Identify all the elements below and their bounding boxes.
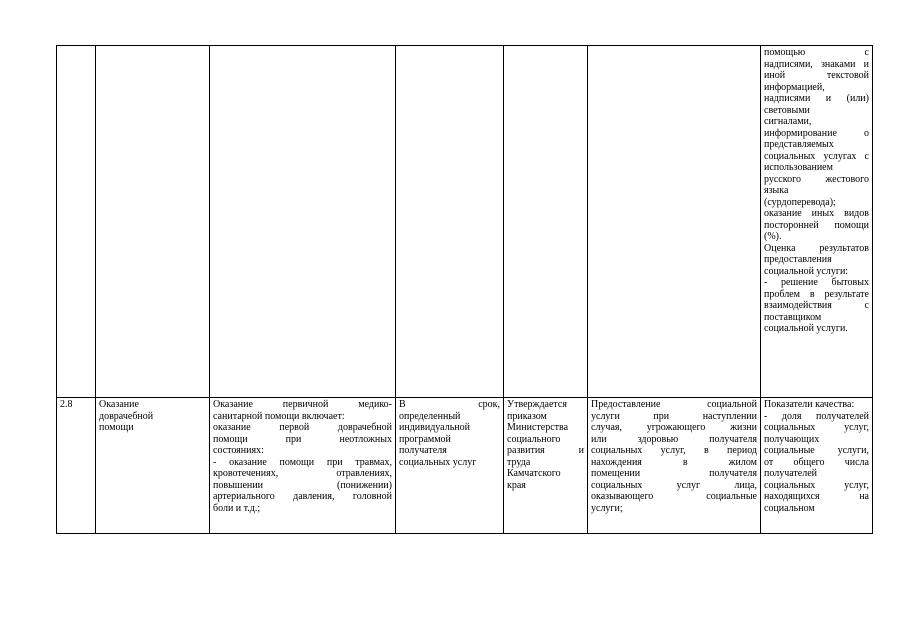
cell-text-line: услуги при наступлении: [591, 410, 757, 422]
cell-text-line: программой: [399, 433, 451, 445]
cell-text-line: оказание первой доврачебной: [213, 422, 392, 433]
cell-text-line: (сурдоперевода);: [764, 196, 836, 208]
cell-approval: [504, 46, 588, 398]
cell-text-line: информирование о: [764, 127, 869, 139]
cell-text-line: получающих: [764, 433, 820, 445]
cell-text-line: получателей: [764, 468, 818, 479]
cell-text-line: социальных услуг,: [764, 422, 869, 433]
cell-text-line: Оказание: [99, 399, 139, 410]
cell-conditions: [588, 398, 761, 534]
cell-text-line: оказание иных видов: [764, 208, 869, 219]
cell-text-line: Оценка результатов: [764, 242, 869, 254]
cell-text-line: края: [507, 479, 526, 491]
cell-text-line: сигналами,: [764, 116, 812, 127]
cell-approval: [504, 398, 588, 534]
cell-text-line: или здоровью получателя: [591, 433, 757, 445]
cell-text-line: Показатели качества:: [764, 399, 855, 410]
cell-text-line: Оказание первичной медико-: [213, 399, 392, 410]
cell-text-line: световыми: [764, 104, 810, 116]
cell-text-line: от общего числа: [764, 456, 869, 468]
cell-text-line: надписями, знаками и: [764, 58, 869, 70]
cell-text-line: индивидуальной: [399, 422, 470, 433]
cell-text-line: - решение бытовых: [764, 277, 869, 288]
cell-text-line: доврачебной: [99, 410, 154, 422]
cell-text-line: предоставления: [764, 254, 832, 265]
cell-text-line: повышении (понижении): [213, 479, 392, 491]
cell-text-line: помещении получателя: [591, 468, 757, 479]
cell-text-line: представляемых: [764, 139, 834, 150]
cell-text-line: социального: [507, 433, 561, 445]
cell-text-line: социальной услуги:: [764, 265, 849, 277]
cell-text-line: санитарной помощи включает:: [213, 410, 345, 422]
cell-text-line: кровотечениях, отравлениях,: [213, 468, 392, 479]
cell-text-line: социальной услуги.: [764, 323, 848, 334]
cell-service-name: [96, 398, 210, 534]
cell-number: [57, 398, 96, 534]
cell-text-line: оказывающего социальные: [591, 491, 757, 502]
table-row-2-8: [57, 398, 873, 534]
cell-quality-indicators: [761, 46, 873, 398]
cell-text-line: - доля получателей: [764, 410, 869, 422]
cell-text-line: находящихся на: [764, 491, 869, 502]
cell-text-line: состояниях:: [213, 445, 264, 456]
cell-service-term: [396, 398, 504, 534]
social-services-table: [56, 45, 873, 534]
table-row-continuation: [57, 46, 873, 398]
cell-text-line: взаимодействия с: [764, 300, 869, 311]
cell-text-line: посторонней помощи: [764, 219, 869, 231]
cell-conditions: [588, 46, 761, 398]
row-number: 2.8: [60, 399, 73, 410]
cell-text-line: труда: [507, 456, 531, 468]
cell-text-line: Камчатского: [507, 468, 561, 479]
cell-text-line: социальных услуг, в период: [591, 445, 757, 456]
cell-text-line: услуги;: [591, 502, 623, 514]
cell-text-line: боли и т.д.;: [213, 502, 261, 514]
cell-text-line: информацией,: [764, 81, 825, 93]
cell-text-line: нахождения в жилом: [591, 456, 757, 468]
cell-text-line: определенный: [399, 410, 461, 422]
cell-text-line: социальные услуги,: [764, 445, 869, 456]
cell-text-line: иной текстовой: [764, 70, 869, 81]
cell-text-line: проблем в результате: [764, 288, 869, 300]
cell-text-line: поставщиком: [764, 311, 822, 323]
cell-text-line: социальных услуг,: [764, 479, 869, 491]
cell-text-line: Утверждается: [507, 399, 567, 410]
cell-text-line: (%).: [764, 231, 782, 242]
cell-text-line: артериального давления, головной: [213, 491, 392, 502]
cell-quality-indicators: [761, 398, 873, 534]
cell-text-line: социальном: [764, 502, 815, 514]
cell-text-line: - оказание помощи при травмах,: [213, 456, 392, 468]
cell-text-line: помощью с: [764, 47, 869, 58]
cell-text-line: социальных услуг: [399, 456, 477, 468]
cell-text-line: надписями и (или): [764, 93, 869, 104]
cell-text-line: случая, угрожающего жизни: [591, 422, 757, 433]
cell-text-line: социальных услуг лица,: [591, 479, 757, 491]
cell-service-name: [96, 46, 210, 398]
cell-text-line: помощи при неотложных: [213, 433, 392, 445]
cell-text-line: языка: [764, 185, 789, 196]
cell-service-content: [210, 398, 396, 534]
cell-number: [57, 46, 96, 398]
cell-text-line: русского жестового: [764, 173, 869, 185]
cell-text-line: В срок,: [399, 399, 500, 410]
cell-text-line: Министерства: [507, 422, 569, 433]
cell-text-line: развития и: [507, 445, 584, 456]
cell-text-line: помощи: [99, 422, 134, 433]
cell-service-content: [210, 46, 396, 398]
cell-service-term: [396, 46, 504, 398]
cell-text-line: использованием: [764, 162, 833, 173]
cell-text-line: Предоставление социальной: [591, 399, 757, 410]
cell-text-line: социальных услугах с: [764, 150, 869, 162]
cell-text-line: приказом: [507, 410, 547, 422]
cell-text-line: получателя: [399, 445, 447, 456]
